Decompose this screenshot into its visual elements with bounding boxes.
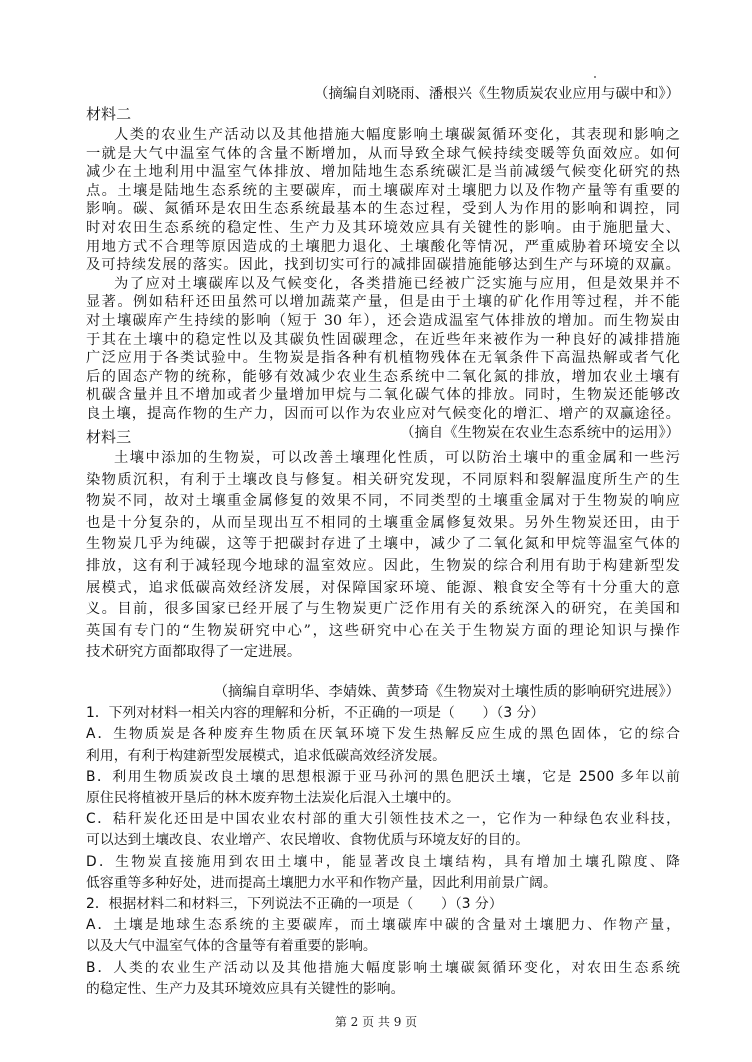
question-1-option-c-cont: 可以达到土壤改良、农业增产、农民增收、食物优质与环境友好的目的。: [86, 832, 530, 849]
paragraph-line: 广泛应用于各类试验中。生物炭是指各种有机植物残体在无氧条件下高温热解或者气化: [86, 350, 680, 367]
paragraph-line: 义。目前，很多国家已经开展了与生物炭更广泛作用有关的系统深入的研究，在美国和: [86, 601, 680, 618]
citation-material-3: （摘编自章明华、李婧姝、黄梦琦《生物炭对土壤性质的影响研究进展》）: [213, 684, 680, 700]
paragraph-line: 染物质沉积，有利于土壤改良与修复。相关研究发现，不同原料和裂解温度所生产的生: [86, 471, 680, 488]
paragraph-line: 及可持续发展的落实。因此，找到切实可行的减排固碳措施能够达到生产与环境的双赢。: [86, 257, 680, 274]
question-1-option-b: B．利用生物质炭改良土壤的思想根源于亚马孙河的黑色肥沃土壤，它是 2500 多年以前: [86, 768, 680, 785]
paragraph-line: 排放，这有利于减轻现今地球的温室效应。因此，生物炭的综合利用有助于构建新型发: [86, 558, 680, 574]
question-1-option-a: A．生物质炭是各种废弃生物质在厌氧环境下发生热解反应生成的黑色固体，它的综合: [86, 726, 680, 743]
paragraph-line: 一就是大气中温室气体的含量不断增加，从而导致全球气候持续变暖等负面效应。如何: [86, 145, 680, 162]
question-2-option-b: B．人类的农业生产活动以及其他措施大幅度影响土壤碳氮循环变化，对农田生态系统: [86, 959, 680, 976]
paragraph-line: 良土壤，提高作物的生产力，因而可以作为农业应对气候变化的增汇、增产的双赢途径。: [86, 406, 680, 422]
paragraph-line: 后的固态产物的统称，能够有效减少农业生态系统中二氧化氮的排放，增加农业土壤有: [86, 368, 680, 385]
question-1-option-b-cont: 原住民将植被开垦后的林木废弃物土法炭化后混入土壤中的。: [86, 790, 460, 806]
paragraph-line: 也是十分复杂的，从而呈现出互不相同的土壤重金属修复效果。另外生物炭还田，由于: [86, 514, 680, 531]
question-2-stem: 2．根据材料二和材料三，下列说法不正确的一项是（ ）（3 分）: [86, 896, 503, 912]
question-2-option-a: A．土壤是地球生态系统的主要碳库，而土壤碳库中碳的含量对土壤肥力、作物产量，: [86, 917, 680, 934]
paragraph-line: 于其在土壤中的稳定性以及其碳负性固碳理念，在近些年来被作为一种良好的减排措施: [86, 331, 680, 348]
question-1-option-d: D．生物炭直接施用到农田土壤中，能显著改良土壤结构，具有增加土壤孔隙度、降: [86, 853, 680, 870]
heading-material-3: 材料三: [86, 428, 132, 446]
page-footer: 第 2 页 共 9 页: [334, 1015, 418, 1029]
paragraph-line: 土壤中添加的生物炭，可以改善土壤理化性质，可以防治土壤中的重金属和一些污: [114, 450, 680, 466]
paragraph-line: 生物炭几乎为纯碳，这等于把碳封存进了土壤中，减少了二氧化氮和甲烷等温室气体的: [86, 536, 680, 553]
paragraph-line: 显著。例如秸秆还田虽然可以增加蔬菜产量，但是由于土壤的矿化作用等过程，并不能: [86, 294, 680, 311]
question-2-option-a-cont: 以及大气中温室气体的含量等有着重要的影响。: [86, 938, 377, 955]
scan-dot: [594, 76, 596, 78]
citation-material-1: （摘编自刘晓雨、潘根兴《生物质炭农业应用与碳中和》）: [314, 86, 680, 102]
question-1-option-a-cont: 利用，有利于构建新型发展模式，追求低碳高效经济发展。: [86, 747, 447, 764]
paragraph-line: 人类的农业生产活动以及其他措施大幅度影响土壤碳氮循环变化，其表现和影响之: [114, 127, 680, 143]
paragraph-line: 对土壤碳库产生持续的影响（短于 30 年），还会造成温室气体排放的增加。而生物炭由: [86, 313, 680, 329]
question-2-option-b-cont: 的稳定性、生产力及其环境效应具有关键性的影响。: [86, 980, 405, 997]
paragraph-line: 为了应对土壤碳库以及气候变化，各类措施已经被广泛实施与应用，但是效果并不: [114, 275, 680, 292]
paragraph-line: 减少在土地利用中温室气体排放、增加陆地生态系统碳汇是当前减缓气候变化研究的热: [86, 164, 680, 181]
citation-material-2: （摘自《生物炭在农业生态系统中的运用》）: [400, 424, 680, 441]
question-1-option-c: C．秸秆炭化还田是中国农业农村部的重大引领性技术之一，它作为一种绿色农业科技，: [86, 811, 680, 828]
question-1-stem: 1．下列对材料一相关内容的理解和分析，不正确的一项是（ ）（3 分）: [86, 705, 545, 722]
paragraph-line: 用地方式不合理等原因造成的土壤肥力退化、土壤酸化等情况，严重威胁着环境安全以: [86, 238, 680, 255]
heading-material-2: 材料二: [86, 105, 132, 123]
paragraph-line: 机碳含量并且不增加或者少量增加甲烷与二氧化碳气体的排放。同时，生物炭还能够改: [86, 387, 680, 404]
paragraph-line: 物炭不同，故对土壤重金属修复的效果不同，不同类型的土壤重金属对于生物炭的响应: [86, 493, 680, 510]
paragraph-line: 时对农田生态系统的稳定性、生产力及其环境效应具有关键性的影响。由于施肥量大、: [86, 220, 680, 236]
paragraph-line: 展模式，追求低碳高效经济发展，对保障国家环境、能源、粮食安全等有十分重大的意: [86, 579, 680, 596]
paragraph-line: 点。土壤是陆地生态系统的主要碳库，而土壤碳库对土壤肥力以及作物产量等有重要的: [86, 182, 680, 199]
paragraph-line: 技术研究方面都取得了一定进展。: [86, 644, 302, 661]
question-1-option-d-cont: 低容重等多种好处，进而提高土壤肥力水平和作物产量，因此利用前景广阔。: [86, 874, 557, 891]
paragraph-line: 影响。碳、氮循环是农田生态系统最基本的生态过程，受到人为作用的影响和调控，同: [86, 201, 680, 218]
paragraph-line: 英国有专门的“生物炭研究中心”，这些研究中心在关于生物炭方面的理论知识与操作: [86, 622, 680, 639]
